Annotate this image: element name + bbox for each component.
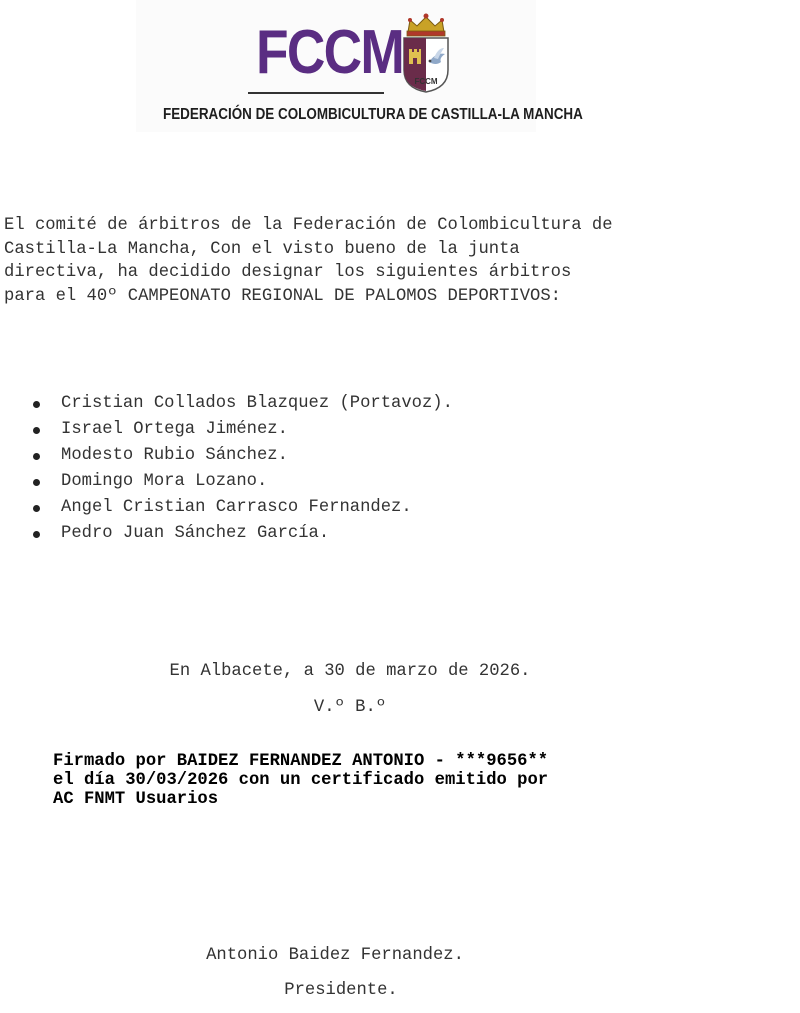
bullet-icon [33,505,40,512]
intro-paragraph [4,214,704,308]
crest-label: FCCM [414,77,438,86]
approval-mark: V.º B.º [313,698,387,717]
signer-name: Antonio Baidez Fernandez. [206,946,464,965]
federation-name: FEDERACIÓN DE COLOMBICULTURA DE CASTILLA-LA MANCHA [163,106,583,123]
intro-line: para el 40º CAMPEONATO REGIONAL DE PALOMOS DEPORTIVOS: [4,286,561,306]
signature-line: AC FNMT Usuarios [53,790,219,809]
signature-line: Firmado por BAIDEZ FERNANDEZ ANTONIO - ***9656** [53,752,549,771]
arbiter-name: Modesto Rubio Sánchez. [61,446,288,465]
logo-divider [248,92,384,94]
signer-role: Presidente. [284,981,398,1000]
intro-line: Castilla-La Mancha, Con el visto bueno de la junta [4,239,520,259]
intro-line: directiva, ha decidido designar los siguientes árbitros [4,263,572,282]
bullet-icon [33,453,40,460]
list-item [0,469,453,495]
arbiter-name: Angel Cristian Carrasco Fernandez. [61,498,412,517]
list-item [0,391,453,417]
arbiter-name: Pedro Juan Sánchez García. [61,524,330,543]
bullet-icon [33,427,40,434]
arbiter-list [0,391,453,547]
list-item [0,495,453,521]
arbiter-name: Israel Ortega Jiménez. [61,420,288,439]
bullet-icon [33,531,40,538]
bullet-icon [33,401,40,408]
digital-signature-block [53,752,613,809]
list-item [0,521,453,547]
list-item [0,443,453,469]
arbiter-name: Domingo Mora Lozano. [61,472,268,491]
signature-line: el día 30/03/2026 con un certificado emitido por [53,771,549,790]
list-item [0,417,453,443]
intro-line: El comité de árbitros de la Federación de Colombicultura de [4,216,613,235]
logo-wordmark: FCCM [256,18,404,87]
place-date: En Albacete, a 30 de marzo de 2026. [169,662,531,681]
arbiter-name: Cristian Collados Blazquez (Portavoz). [61,394,453,413]
bullet-icon [33,479,40,486]
